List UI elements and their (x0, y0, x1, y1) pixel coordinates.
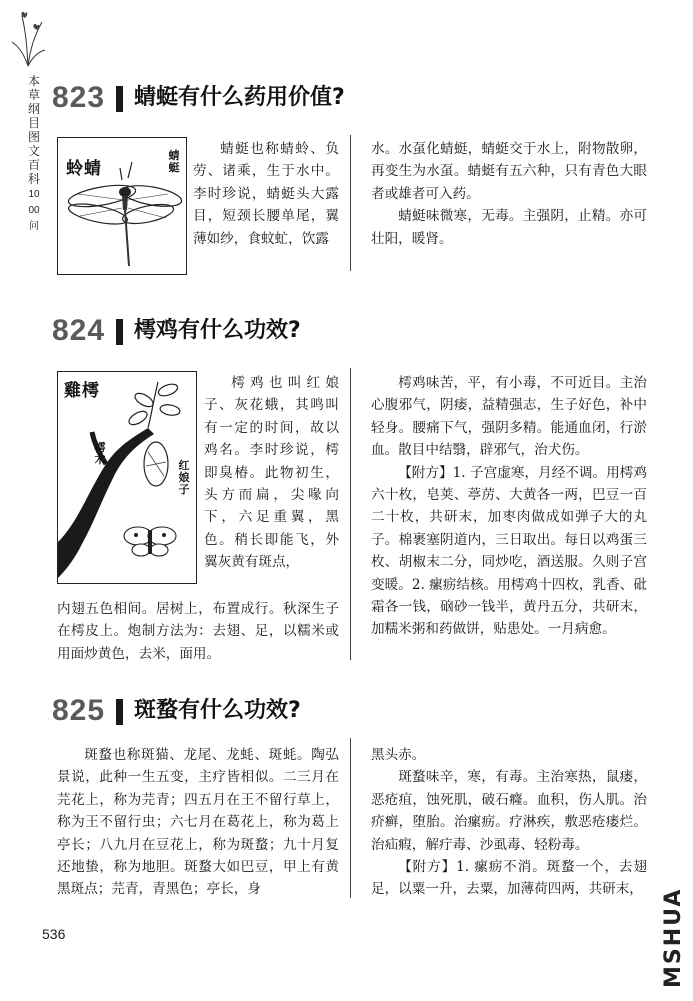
section-824-left-text-beside: 樗鸡也叫红娘子、灰花蛾，其鸣叫有一定的时间，故以鸡名。李时珍说，樗即臭椿。此物初生，头方而扁，尖喙向下，六足重翼，黑色。稍长即能飞，外翼灰黄有斑点， (204, 375, 339, 571)
book-title-count: 1000问 (28, 189, 40, 232)
column-rule-825 (350, 738, 351, 898)
section-824-left-text-full: 内翅五色相间。居树上，布置成行。秋深生子在樗皮上。炮制方法为：去翅、足，以糯米或用面炒黄色，去米，面用。 (57, 601, 339, 662)
page-number: 536 (42, 926, 66, 942)
section-bar-825 (116, 699, 123, 725)
section-question-823: 蜻蜓有什么药用价值? (134, 85, 345, 110)
section-number-824: 824 (52, 314, 106, 347)
column-rule-823 (350, 135, 351, 271)
section-823-right-text: 水。水虿化蜻蜓，蜻蜓交于水上，附物散卵，再变生为水虿。蜻蜓有五六种，只有青色大眼者或雄者可入药。 蜻蜓味微寒，无毒。主强阴，止精。亦可壮阳，暖肾。 (371, 141, 647, 247)
section-825-left-text: 斑蝥也称斑猫、龙尾、龙蚝、斑蚝。陶弘景说，此种一生五变，主疗皆相似。二三月在芫花上，称为芫青；四五月在王不留行草上，称为王不留行虫；六七月在葛花上，称为葛上亭长；八九月在豆花上，称为斑蝥；九十月复还地蛰，称为地胆。斑蝥大如巴豆，甲上有黄黑斑点；芫青，青黑色；亭长，身 (57, 747, 339, 898)
section-823-left-text: 蜻蜓也称蜻蛉、负劳、诸乘，生于水中。李时珍说，蜻蜓头大露目，短颈长腰单尾，翼薄如纱，食蚊虻，饮露 (193, 141, 339, 247)
book-title-vertical: 本草纲目图文百科 1000问 (27, 74, 40, 232)
figure-toon-tree (57, 371, 197, 584)
section-bar-824 (116, 319, 123, 345)
figure-label-dragonfly-vertical: 蜻蜓 (168, 149, 180, 174)
figure-label-toon-wood: 樗木 (94, 441, 106, 466)
toon-tree-insect-icon (58, 372, 196, 583)
watermark: MSHUA (661, 887, 686, 989)
figure-label-toon-tree: 雞樗 (64, 381, 100, 401)
section-824-right-text: 樗鸡味苦，平，有小毒，不可近目。主治心腹邪气，阴痿，益精强志，生子好色，补中轻身。腰痛下气，强阴多精。能通血闭，行淤血。散目中结翳，辟邪气，治犬伤。 【附方】1. 子宫虚寒，月经不调。用樗鸡六十枚，皂荚、葶苈、大黄各一两，巴豆一百二十枚，共研末，加枣肉做成如弹子大的丸子。棉裹塞阴道内，三日取出。每日以鸡蛋三枚、胡椒末二分，同炒吃，酒送服。久则子宫变暖。2. 瘰疬结核。用樗鸡十四枚，乳香、砒霜各一钱，硇砂一钱半，黄丹五分，共研末，加糯米粥和药做饼，贴患处。一月病愈。 (371, 375, 647, 638)
section-bar-823 (116, 86, 123, 112)
section-number-825: 825 (52, 694, 106, 727)
figure-dragonfly (57, 137, 187, 275)
section-825-right-text: 黑头赤。 斑蝥味辛，寒，有毒。主治寒热，鼠瘘，恶疮疽，蚀死肌，破石癃。血积，伤人肌。治疥癣，堕胎。治瘰疬。疗淋疾，敷恶疮瘘烂。治疝瘕，解疔毒、沙虱毒、轻粉毒。 【附方】1. 瘰疬不消。斑蝥一个，去翅足，以粟一升，去粟，加薄荷四两，共研末， (371, 747, 647, 898)
column-rule-824 (350, 368, 351, 660)
orchid-icon (10, 8, 46, 68)
section-number-823: 823 (52, 81, 106, 114)
section-question-824: 樗鸡有什么功效? (134, 318, 301, 343)
figure-label-red-lady: 红娘子 (178, 459, 190, 496)
section-question-825: 斑蝥有什么功效? (134, 698, 301, 723)
figure-label-dragonfly: 蛉蜻 (66, 159, 102, 179)
